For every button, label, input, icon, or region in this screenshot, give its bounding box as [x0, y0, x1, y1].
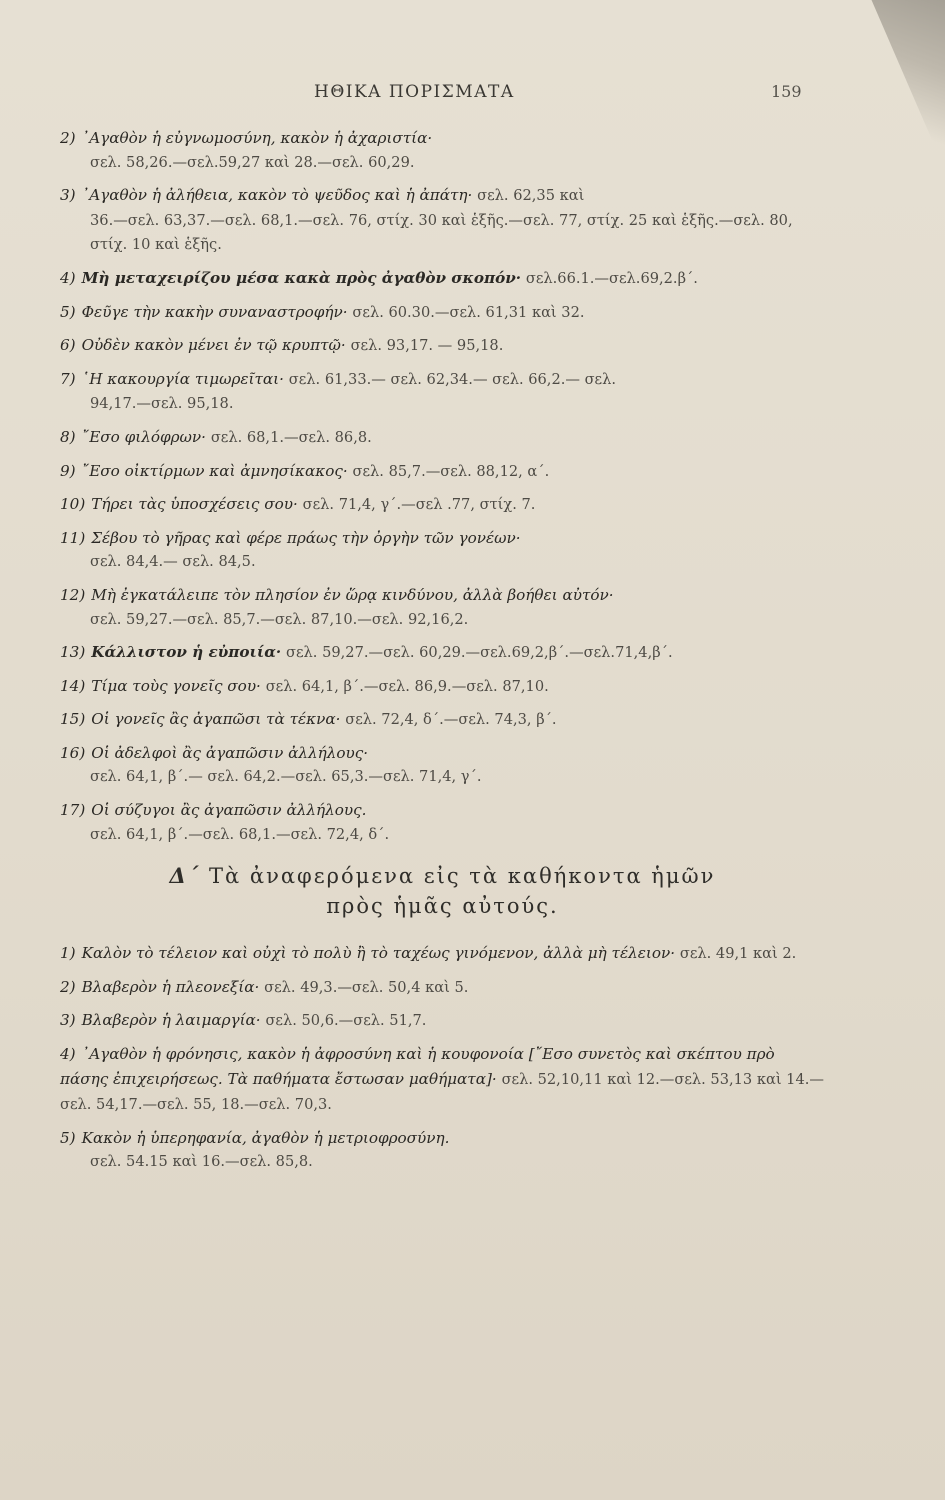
entry-number: 10) [60, 495, 86, 514]
section-heading [60, 861, 825, 921]
maxim-text: Βλαβερὸν ἡ λαιμαργία· [81, 1011, 261, 1030]
maxim-text: Βλαβερὸν ἡ πλεονεξία· [81, 977, 260, 996]
maxim-text: ῾Η κακουργία τιμωρεῖται· [81, 369, 284, 388]
section-title-line-1: Τὰ ἀναφερόμενα εἰς τὰ καθήκοντα ἡμῶν [209, 864, 716, 889]
page-references: σελ. 62,35 καὶ [477, 187, 585, 205]
maxim-text: Οἱ σύζυγοι ἂς ἀγαπῶσιν ἀλλήλους. [91, 801, 367, 820]
maxim-entry [60, 583, 825, 632]
running-header [0, 82, 945, 108]
page-number: 159 [771, 82, 802, 101]
entry-number: 15) [60, 710, 86, 729]
maxim-entry [60, 1008, 825, 1034]
page-references: σελ. 64,1, β΄.—σελ. 86,9.—σελ. 87,10. [265, 677, 549, 695]
maxim-text: Κάλλιστον ἡ εὐποιία· [91, 643, 282, 662]
page-references: σελ.66.1.—σελ.69,2.β΄. [525, 269, 698, 287]
page-references-continued: σελ. 84,4.— σελ. 84,5. [90, 553, 256, 571]
page-references: σελ. 72,4, δ΄.—σελ. 74,3, β΄. [345, 711, 557, 729]
maxim-entry [60, 1126, 825, 1175]
maxim-entry [60, 674, 825, 700]
entry-number: 3) [60, 186, 76, 205]
maxim-entry [60, 425, 825, 451]
page-references: σελ. 52,10,11 καὶ 12.—σελ. 53,13 καὶ 14.—σελ. 54,17.—σελ. 55, 18.—σελ. 70,3. [60, 1070, 824, 1114]
page-references: σελ. 68,1.—σελ. 86,8. [210, 428, 372, 446]
maxims-list-part-two [60, 941, 825, 1175]
maxim-entry [60, 492, 825, 518]
maxim-entry [60, 183, 825, 258]
maxim-text: ᾿Αγαθὸν ἡ ἀλήθεια, κακὸν τὸ ψεῦδος καὶ ἡ ἀπάτη· [81, 186, 473, 205]
maxim-text: ᾿Αγαθὸν ἡ φρόνησις, κακὸν ἡ ἀφροσύνη καὶ ἡ κουφονοία [῎Εσο συνετὸς καὶ σκέπτου πρὸ πάσης ἐπιχειρήσεως. Τὰ παθήματα ἔστωσαν μαθήματα]· [60, 1045, 775, 1088]
section-letter: Δ΄ [169, 863, 201, 889]
entry-number: 14) [60, 676, 86, 695]
maxim-entry [60, 367, 825, 417]
maxim-text: Οἱ ἀδελφοὶ ἂς ἀγαπῶσιν ἀλλήλους· [91, 743, 369, 762]
maxim-entry [60, 640, 825, 666]
page-references-continued: σελ. 54.15 καὶ 16.—σελ. 85,8. [90, 1153, 313, 1171]
page-references: σελ. 50,6.—σελ. 51,7. [265, 1012, 427, 1030]
maxim-entry [60, 459, 825, 485]
maxim-text: Σέβου τὸ γῆρας καὶ φέρε πράως τὴν ὀργὴν τῶν γονέων· [91, 528, 521, 547]
entry-number: 8) [60, 427, 76, 446]
page-references-continued: 94,17.—σελ. 95,18. [90, 395, 234, 413]
entry-number: 7) [60, 369, 76, 388]
entry-number: 1) [60, 944, 76, 963]
maxim-entry [60, 333, 825, 359]
entry-number: 12) [60, 585, 86, 604]
page-references: σελ. 93,17. — 95,18. [350, 337, 504, 355]
entry-number: 5) [60, 1128, 76, 1147]
entry-number: 6) [60, 336, 76, 355]
entry-number: 4) [60, 1045, 76, 1064]
maxim-entry [60, 798, 825, 847]
page-references: σελ. 59,27.—σελ. 60,29.—σελ.69,2,β΄.—σελ.71,4,β΄. [286, 644, 673, 662]
maxim-text: Φεῦγε τὴν κακὴν συναναστροφήν· [81, 302, 348, 321]
maxim-entry [60, 126, 825, 175]
maxim-text: Μὴ μεταχειρίζου μέσα κακὰ πρὸς ἀγαθὸν σκοπόν· [81, 268, 522, 287]
entry-number: 13) [60, 643, 86, 662]
entry-number: 9) [60, 461, 76, 480]
entry-number: 16) [60, 743, 86, 762]
entry-number: 5) [60, 302, 76, 321]
maxim-text: Καλὸν τὸ τέλειον καὶ οὐχὶ τὸ πολὺ ἢ τὸ ταχέως γινόμενον, ἀλλὰ μὴ τέλειον· [81, 944, 676, 963]
entry-number: 17) [60, 801, 86, 820]
page-references-continued: σελ. 59,27.—σελ. 85,7.—σελ. 87,10.—σελ. 92,16,2. [90, 610, 469, 628]
page-references: σελ. 71,4, γ΄.—σελ .77, στίχ. 7. [302, 496, 536, 514]
maxim-entry [60, 300, 825, 326]
maxim-entry [60, 707, 825, 733]
entry-number: 11) [60, 528, 86, 547]
maxim-text: Τίμα τοὺς γονεῖς σου· [91, 676, 261, 695]
maxim-text: Τήρει τὰς ὑποσχέσεις σου· [91, 495, 298, 514]
entry-number: 2) [60, 977, 76, 996]
maxim-text: ῎Εσο οἰκτίρμων καὶ ἀμνησίκακος· [81, 461, 348, 480]
maxim-text: ῎Εσο φιλόφρων· [81, 427, 206, 446]
page-body [60, 126, 825, 1183]
page-references-continued: σελ. 58,26.—σελ.59,27 καὶ 28.—σελ. 60,29. [90, 153, 415, 171]
page-references-continued: σελ. 64,1, β΄.— σελ. 64,2.—σελ. 65,3.—σελ. 71,4, γ΄. [90, 768, 482, 786]
running-title: ΗΘΙΚΑ ΠΟΡΙΣΜΑΤΑ [314, 82, 515, 102]
maxim-entry [60, 526, 825, 575]
page-references: σελ. 49,1 καὶ 2. [679, 945, 797, 963]
maxim-entry [60, 266, 825, 292]
maxim-entry [60, 975, 825, 1001]
maxim-entry [60, 941, 825, 967]
maxim-text: Οὐδὲν κακὸν μένει ἐν τῷ κρυπτῷ· [81, 336, 346, 355]
maxim-entry [60, 741, 825, 790]
entry-number: 3) [60, 1011, 76, 1030]
page-references: σελ. 85,7.—σελ. 88,12, α΄. [352, 462, 550, 480]
section-heading-line-1 [60, 861, 825, 891]
maxim-entry [60, 1042, 825, 1118]
page-references: σελ. 60.30.—σελ. 61,31 καὶ 32. [352, 303, 585, 321]
page-references-continued: σελ. 64,1, β΄.—σελ. 68,1.—σελ. 72,4, δ΄. [90, 825, 390, 843]
entry-number: 4) [60, 268, 76, 287]
maxim-text: Μὴ ἐγκατάλειπε τὸν πλησίον ἐν ὥρᾳ κινδύνου, ἀλλὰ βοήθει αὐτόν· [91, 585, 614, 604]
maxim-text: Κακὸν ἡ ὑπερηφανία, ἀγαθὸν ἡ μετριοφροσύνη. [81, 1128, 450, 1147]
page-references: σελ. 49,3.—σελ. 50,4 καὶ 5. [264, 978, 469, 996]
maxim-text: Οἱ γονεῖς ἂς ἀγαπῶσι τὰ τέκνα· [91, 710, 341, 729]
page-references: σελ. 61,33.— σελ. 62,34.— σελ. 66,2.— σελ. [288, 370, 617, 388]
maxim-text: ᾿Αγαθὸν ἡ εὐγνωμοσύνη, κακὸν ἡ ἀχαριστία· [81, 129, 433, 147]
entry-number: 2) [60, 129, 76, 147]
section-title-line-2: πρὸς ἡμᾶς αὐτούς. [326, 894, 559, 919]
maxims-list-part-one [60, 126, 825, 847]
page-references-continued: 36.—σελ. 63,37.—σελ. 68,1.—σελ. 76, στίχ. 30 καὶ ἑξῆς.—σελ. 77, στίχ. 25 καὶ ἑξῆς.—σελ. 80, στίχ. 10 καὶ ἑξῆς. [90, 211, 793, 254]
